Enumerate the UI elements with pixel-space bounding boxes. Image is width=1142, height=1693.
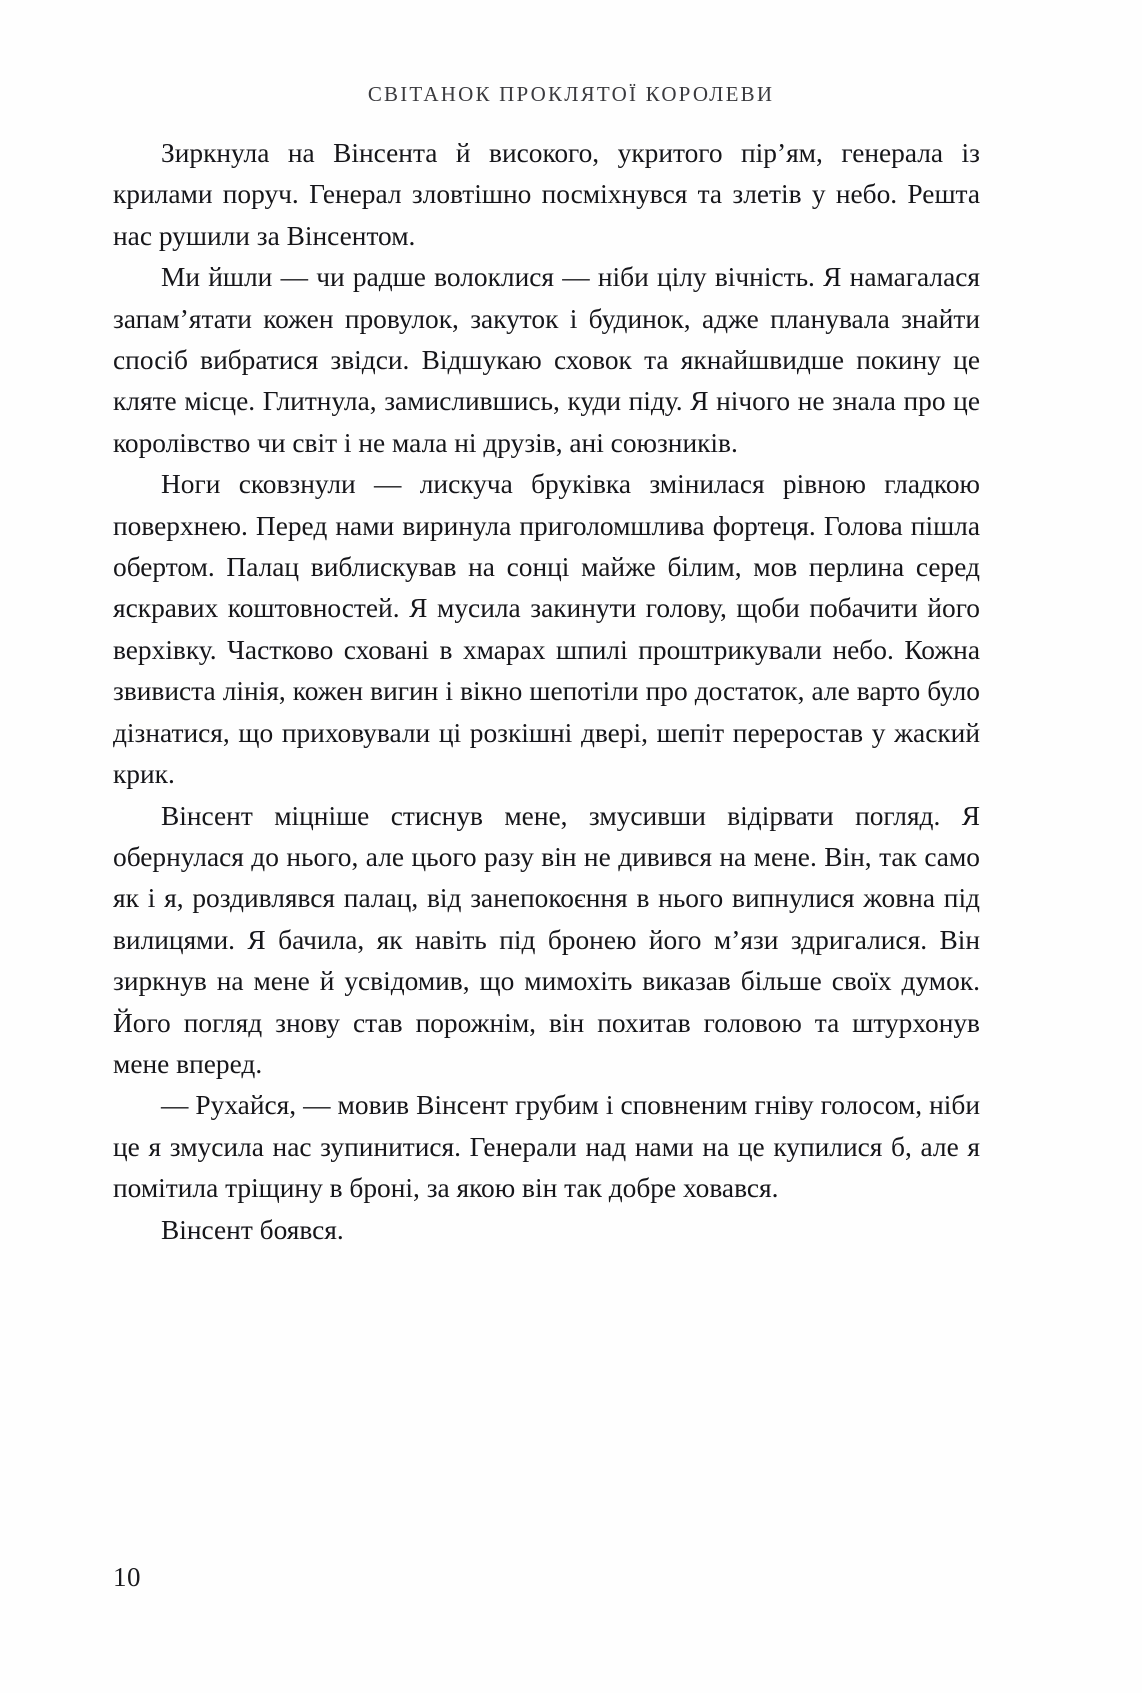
paragraph: Зиркнула на Вінсента й високого, укритого пір’ям, генерала із крилами поруч. Генерал зловтішно посміхнувся та злетів у небо. Решта нас рушили за Вінсентом. xyxy=(113,138,980,251)
running-header-title: СВІТАНОК ПРОКЛЯТОЇ КОРОЛЕВИ xyxy=(367,82,775,106)
paragraph: Вінсент міцніше стиснув мене, змусивши відірвати погляд. Я обернулася до нього, але цього разу він не дивився на мене. Він, так само як і я, роздивлявся палац, від занепокоєння в нього випнулися жовна під вилицями. Я бачила, як навіть під бронею його м’язи здригалися. Він зиркнув на мене й усвідомив, що мимохіть виказав більше своїх думок. Його погляд знову став порожнім, він похитав головою та штурхонув мене вперед. xyxy=(113,800,980,1079)
paragraph: Вінсент боявся. xyxy=(161,1214,344,1245)
page-number: 10 xyxy=(113,1562,141,1592)
paragraph: Ми йшли — чи радше волоклися — ніби цілу вічність. Я намагалася запам’ятати кожен провулок, закуток і будинок, адже планувала знайти спосіб вибратися звідси. Відшукаю сховок та якнайшвидше покину це кляте місце. Глитнула, замислившись, куди піду. Я нічого не знала про це королівство чи світ і не мала ні друзів, ані союзників. xyxy=(113,262,980,458)
paragraph: Ноги сковзнули — лискуча бруківка змінилася рівною гладкою поверхнею. Перед нами виринула приголомшлива фортеця. Голова пішла обертом. Палац виблискував на сонці майже білим, мов перлина серед яскравих коштовностей. Я мусила закинути голову, щоби побачити його верхівку. Частково сховані в хмарах шпилі проштрикували небо. Кожна звивиста лінія, кожен вигин і вікно шепотіли про достаток, але варто було дізнатися, що приховували ці розкішні двері, шепіт переростав у жаский крик. xyxy=(113,469,980,790)
body-text-block xyxy=(113,133,980,1251)
paragraph: — Рухайся, — мовив Вінсент грубим і сповненим гніву голосом, ніби це я змусила нас зупинитися. Генерали над нами на це купилися б, але я помітила тріщину в броні, за якою він так добре ховався. xyxy=(113,1090,980,1204)
